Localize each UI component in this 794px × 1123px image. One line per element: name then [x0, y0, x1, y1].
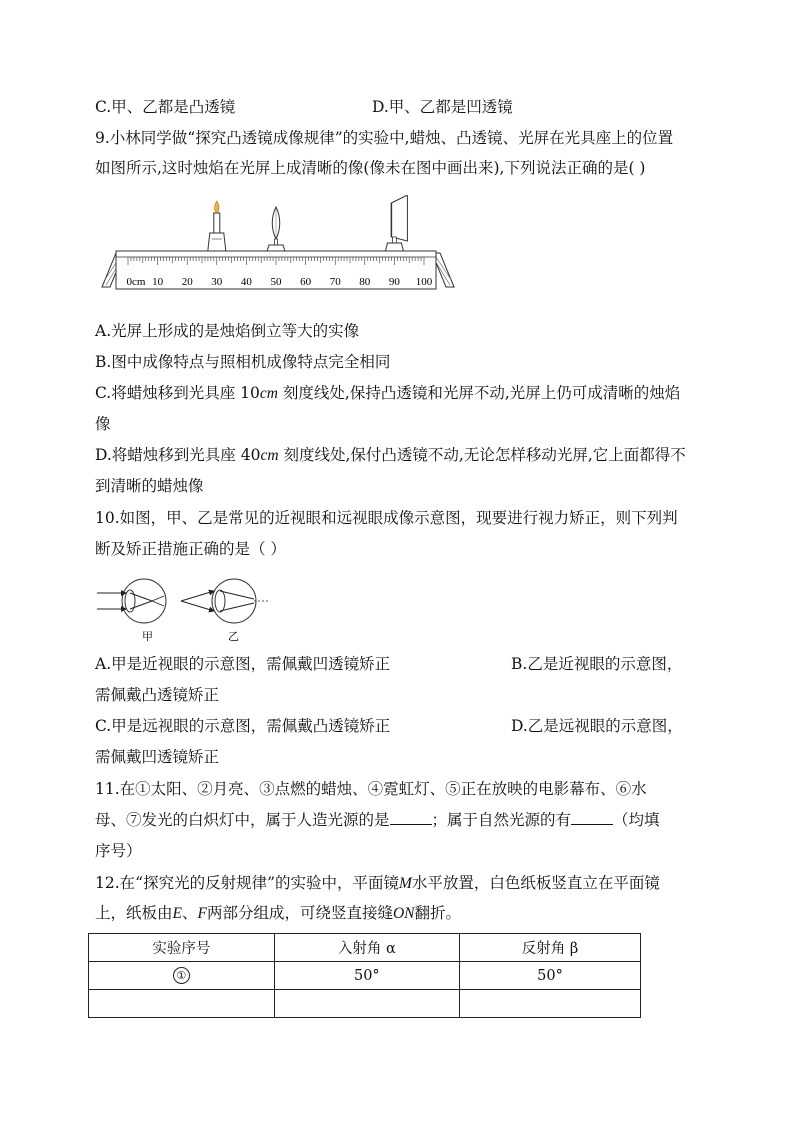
bench-tick-label: 60 [300, 276, 312, 288]
bench-tick-label: 100 [415, 276, 433, 288]
incident-angle-cell: 50° [274, 962, 459, 990]
q12-line1: 12.在“探究光的反射规律”的实验中，平面镜M水平放置，白色纸板竖直立在平面镜 [95, 874, 660, 892]
q10-option-b-cont: 需佩戴凸透镜矫正 [95, 686, 220, 704]
optical-bench-figure [98, 195, 458, 295]
q12-line2: 上，纸板由E、F两部分组成，可绕竖直接缝ON翻折。 [95, 904, 462, 922]
label-jia: 甲 [142, 630, 153, 643]
bench-tick-label: 0cm [126, 276, 146, 288]
incident-angle-cell [274, 990, 459, 1018]
q9-option-a: A.光屏上形成的是烛焰倒立等大的实像 [95, 322, 360, 340]
q10-option-d-cont: 需佩戴凹透镜矫正 [95, 748, 220, 766]
q11-line3: 序号） [95, 842, 142, 860]
trial-number-cell: ① [173, 967, 190, 984]
table-header-row [89, 934, 641, 962]
reflection-angle-cell: 50° [460, 962, 641, 990]
eye-diagrams-figure [94, 574, 274, 644]
table-row [89, 990, 641, 1018]
label-yi: 乙 [228, 630, 239, 643]
q11-blank-natural[interactable] [571, 810, 613, 825]
q10-stem-line2: 断及矫正措施正确的是（ ） [95, 540, 286, 558]
q9-option-c-cont: 像 [95, 415, 111, 433]
trial-number-cell [89, 990, 275, 1018]
q10-option-b: B.乙是近视眼的示意图， [511, 655, 683, 673]
eye-diagram-jia [97, 579, 166, 623]
header-reflection-angle: 反射角 β [460, 934, 641, 962]
q9-option-d: D.将蜡烛移到光具座 40cm 刻度线处,保付凸透镜不动,无论怎样移动光屏,它上面都得不 [95, 446, 686, 464]
candle-flame [215, 201, 220, 213]
header-trial-number: 实验序号 [89, 934, 275, 962]
bench-tick-label: 40 [240, 276, 252, 288]
bench-tick-label: 90 [388, 276, 400, 288]
candle [208, 201, 226, 251]
reflection-angle-cell [460, 990, 641, 1018]
header-incident-angle: 入射角 α [274, 934, 459, 962]
q8-option-d: D.甲、乙都是凹透镜 [372, 98, 513, 116]
convex-lens [267, 207, 285, 251]
q9-option-d-cont: 到清晰的蜡烛像 [95, 477, 204, 495]
table-row [89, 962, 641, 990]
bench-tick-label: 80 [359, 276, 371, 288]
q11-line1: 11.在①太阳、②月亮、③点燃的蜡烛、④霓虹灯、⑤正在放映的电影幕布、⑥水 [95, 780, 647, 798]
reflection-experiment-table [88, 933, 641, 1018]
bench-tick-label: 30 [211, 276, 223, 288]
bench-tick-label: 10 [152, 276, 164, 288]
q11-line2: 母、⑦发光的白炽灯中，属于人造光源的是 ；属于自然光源的有 （均填 [95, 811, 660, 829]
light-screen [385, 195, 407, 251]
q9-option-b: B.图中成像特点与照相机成像特点完全相同 [95, 353, 391, 371]
q8-option-c: C.甲、乙都是凸透镜 [95, 98, 236, 116]
q10-stem-line1: 10.如图，甲、乙是常见的近视眼和远视眼成像示意图，现要进行视力矫正，则下列判 [95, 509, 678, 527]
q9-option-c: C.将蜡烛移到光具座 10cm 刻度线处,保持凸透镜和光屏不动,光屏上仍可成清晰的烛焰 [95, 384, 681, 402]
bench-tick-label: 70 [329, 276, 341, 288]
q10-option-d: D.乙是远视眼的示意图， [511, 717, 683, 735]
q11-blank-artificial[interactable] [390, 810, 432, 825]
q9-stem-line1: 9.小林同学做“探究凸透镜成像规律”的实验中,蜡烛、凸透镜、光屏在光具座上的位置 [95, 129, 674, 147]
eye-diagram-yi [181, 579, 268, 623]
bench-tick-label: 50 [270, 276, 282, 288]
q9-stem-line2: 如图所示,这时烛焰在光屏上成清晰的像(像未在图中画出来),下列说法正确的是( ) [95, 159, 646, 177]
bench-tick-label: 20 [181, 276, 193, 288]
q10-option-a: A.甲是近视眼的示意图，需佩戴凹透镜矫正 [95, 655, 391, 673]
q10-option-c: C.甲是远视眼的示意图，需佩戴凸透镜矫正 [95, 717, 391, 735]
